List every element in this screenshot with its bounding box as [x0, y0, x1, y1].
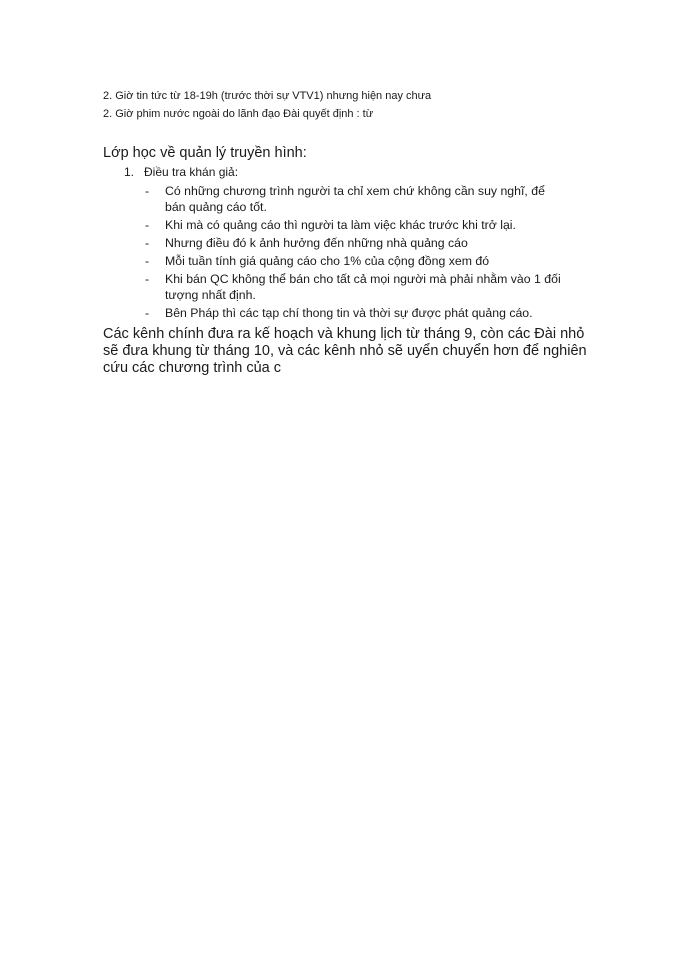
bullet-text: Khi bán QC không thể bán cho tất cả mọi người mà phải nhằm vào 1 đối tượng nhất định. [165, 272, 561, 302]
bullet-dash: - [145, 306, 150, 320]
bullet-dash: - [145, 184, 150, 198]
bullet-dash: - [145, 272, 150, 286]
bullet-text: Bên Pháp thì các tạp chí thong tin và thời sự được phát quảng cáo. [165, 306, 533, 320]
body-paragraph: Các kênh chính đưa ra kế hoạch và khung lịch từ tháng 9, còn các Đài nhỏ sẽ đưa khung từ tháng 10, và các kênh nhỏ sẽ uyển chuyển hơn để nghiên cứu các chương trình của c [103, 326, 587, 376]
bullet-text: Mỗi tuần tính giá quảng cáo cho 1% của cộng đồng xem đó [165, 254, 490, 268]
bullet-text: Khi mà có quảng cáo thì người ta làm việc khác trước khi trở lại. [165, 218, 516, 232]
bullet-dash: - [145, 254, 150, 268]
class-heading: Lớp học về quản lý truyền hình: [103, 145, 307, 161]
list-item [145, 235, 565, 251]
note-line-foreign-films: 2. Giờ phim nước ngoài do lãnh đạo Đài quyết định : từ [103, 108, 374, 120]
list-item [145, 271, 565, 303]
list-item [145, 183, 565, 215]
bullet-dash: - [145, 218, 150, 232]
bullet-list [145, 183, 565, 323]
numbered-heading [124, 165, 238, 180]
note-line-news-hour: 2. Giờ tin tức từ 18-19h (trước thời sự VTV1) nhưng hiện nay chưa [103, 90, 432, 102]
list-item [145, 217, 565, 233]
section-title: Điều tra khán giả: [144, 165, 239, 179]
bullet-dash: - [145, 236, 150, 250]
list-item [145, 253, 565, 269]
section-number: 1. [124, 165, 135, 179]
bullet-text: Nhưng điều đó k ảnh hưởng đến những nhà quảng cáo [165, 236, 468, 250]
list-item [145, 305, 565, 321]
bullet-text: Có những chương trình người ta chỉ xem chứ không cần suy nghĩ, để bán quảng cáo tốt. [165, 184, 545, 214]
